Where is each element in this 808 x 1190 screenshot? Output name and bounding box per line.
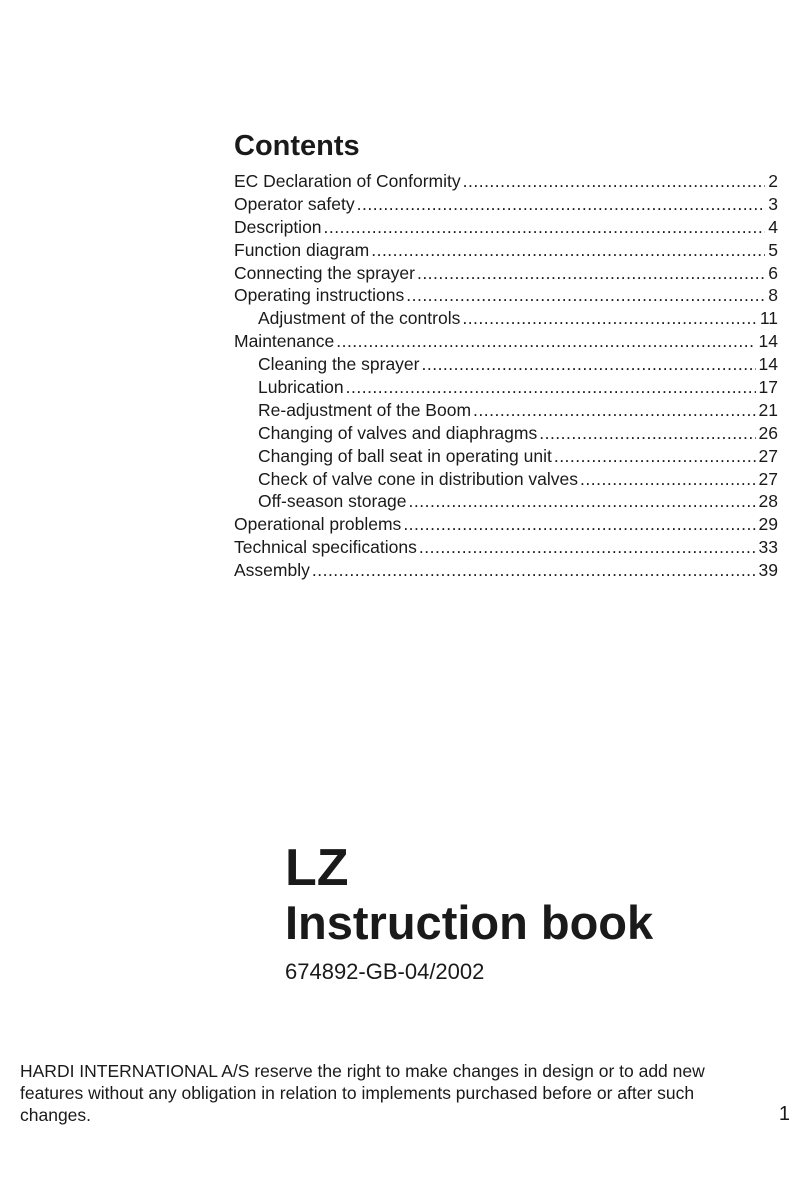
page-number: 1 <box>778 1103 790 1125</box>
toc-entry-page: 27 <box>758 468 778 489</box>
toc-entry-page: 6 <box>768 262 778 283</box>
toc-dot-leader <box>419 536 756 559</box>
toc-entry-page: 17 <box>758 377 778 398</box>
toc-entry <box>234 262 778 285</box>
toc-entry-page: 33 <box>758 537 778 558</box>
toc-entry-page: 8 <box>768 285 778 306</box>
toc-dot-leader <box>473 399 756 422</box>
toc-entry-page: 28 <box>758 491 778 512</box>
toc-entry-label: Operating instructions <box>234 285 405 306</box>
toc-entry <box>234 353 778 376</box>
toc-entry-page: 4 <box>768 216 778 237</box>
toc-entry-label: Changing of valves and diaphragms <box>258 422 538 443</box>
toc-entry <box>234 399 778 422</box>
toc-dot-leader <box>371 239 765 262</box>
table-of-contents <box>234 128 778 582</box>
toc-entry-label: Lubrication <box>258 377 344 398</box>
toc-entry-label: Technical specifications <box>234 537 417 558</box>
toc-entry <box>234 422 778 445</box>
toc-dot-leader <box>312 559 756 582</box>
toc-entry-page: 29 <box>758 514 778 535</box>
toc-entry-page: 39 <box>758 560 778 581</box>
toc-dot-leader <box>417 262 765 285</box>
toc-entry <box>234 170 778 193</box>
toc-entry-label: EC Declaration of Conformity <box>234 171 461 191</box>
toc-entry-page: 26 <box>758 422 778 443</box>
toc-entry-label: Function diagram <box>234 239 370 260</box>
toc-list <box>234 170 778 582</box>
toc-entry <box>234 216 778 239</box>
toc-entry <box>234 513 778 536</box>
toc-entry-label: Re-adjustment of the Boom <box>258 399 472 420</box>
toc-entry <box>234 559 778 582</box>
toc-entry <box>234 239 778 262</box>
toc-entry-page: 11 <box>759 308 778 329</box>
toc-entry-page: 3 <box>768 193 778 214</box>
toc-dot-leader <box>462 307 757 330</box>
toc-entry-label: Maintenance <box>234 331 335 352</box>
toc-entry-page: 2 <box>768 171 778 191</box>
toc-entry-page: 21 <box>758 399 778 420</box>
disclaimer-text: HARDI INTERNATIONAL A/S reserve the right to make changes in design or to add new features without any obligation in relation to implements purchased before or after such changes. <box>20 1061 705 1125</box>
toc-entry-label: Check of valve cone in distribution valves <box>258 468 579 489</box>
toc-dot-leader <box>463 170 766 193</box>
toc-entry <box>234 536 778 559</box>
toc-entry-label: Description <box>234 216 322 237</box>
toc-dot-leader <box>336 330 755 353</box>
toc-dot-leader <box>406 284 765 307</box>
contents-heading: Contents <box>234 130 360 162</box>
toc-entry-label: Operational problems <box>234 514 402 535</box>
toc-dot-leader <box>539 422 755 445</box>
toc-entry <box>234 376 778 399</box>
toc-dot-leader <box>357 193 766 216</box>
toc-dot-leader <box>421 353 755 376</box>
toc-entry-page: 14 <box>758 331 778 352</box>
toc-dot-leader <box>580 468 756 491</box>
toc-entry-label: Operator safety <box>234 193 355 214</box>
toc-entry-label: Changing of ball seat in operating unit <box>258 445 552 466</box>
toc-entry-label: Off-season storage <box>258 491 407 512</box>
toc-entry <box>234 468 778 491</box>
toc-entry-label: Assembly <box>234 560 310 581</box>
toc-entry-label: Cleaning the sprayer <box>258 354 420 375</box>
toc-dot-leader <box>324 216 766 239</box>
model-name: LZ <box>285 839 349 897</box>
toc-dot-leader <box>403 513 755 536</box>
toc-entry <box>234 284 778 307</box>
toc-dot-leader <box>346 376 756 399</box>
toc-dot-leader <box>409 490 756 513</box>
toc-dot-leader <box>554 445 756 468</box>
toc-entry <box>234 330 778 353</box>
toc-entry-label: Adjustment of the controls <box>258 308 461 329</box>
toc-entry <box>234 445 778 468</box>
toc-entry <box>234 307 778 330</box>
toc-entry-page: 5 <box>768 239 778 260</box>
document-title: Instruction book <box>285 896 654 949</box>
toc-entry <box>234 490 778 513</box>
document-number: 674892-GB-04/2002 <box>285 959 485 984</box>
toc-entry-page: 27 <box>758 445 778 466</box>
toc-entry <box>234 193 778 216</box>
toc-entry-label: Connecting the sprayer <box>234 262 415 283</box>
toc-entry-page: 14 <box>758 354 778 375</box>
title-block <box>285 838 653 986</box>
